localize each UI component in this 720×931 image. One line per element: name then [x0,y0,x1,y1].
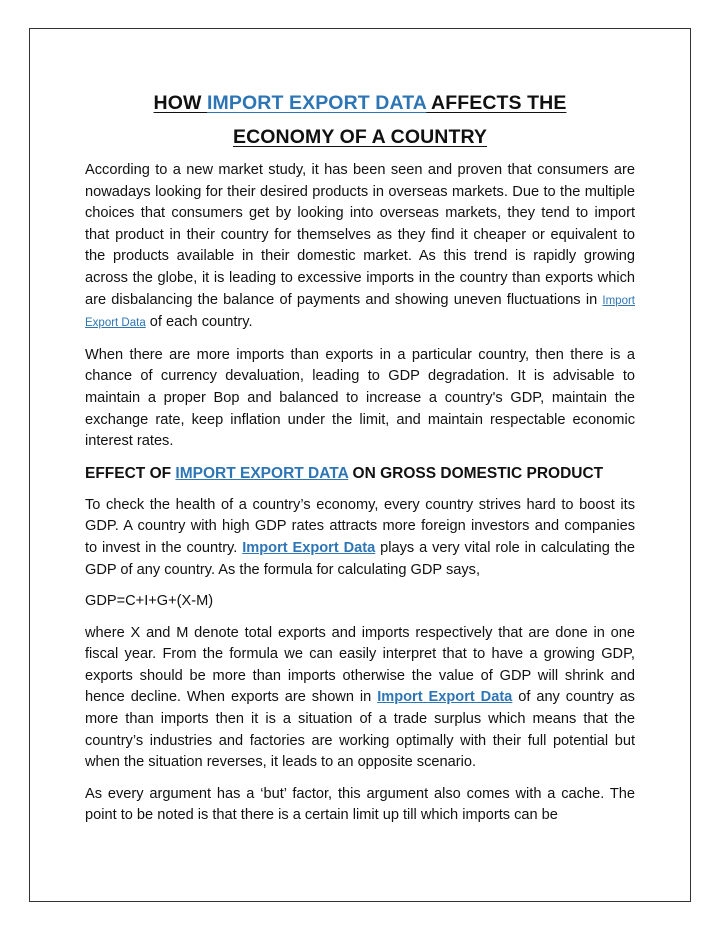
paragraph-4-text: where X and M denote total exports and imports respectively that are done in one fiscal year. From the formula we can easily interpret that to have a growing GDP, exports should be more than imports otherwise the value of GDP will shrink and hence decline. When exports are shown in [85,624,635,706]
title-line2: ECONOMY OF A COUNTRY [232,126,488,148]
paragraph-3-text: To check the health of a country’s economy, every country strives hard to boost its GDP. A country with high GDP rates attracts more foreign investors and companies to invest in the country. [85,496,635,556]
paragraph-2 [85,345,635,453]
title-part2: AFFECTS THE [426,92,567,114]
title-link[interactable]: IMPORT EXPORT DATA [207,92,427,114]
paragraph-4-end: of any country as more than imports then it is a situation of a trade surplus which means that the country’s industries and factories are working optimally with their full potential but when the situation reverses, it leads to an opposite scenario. [85,689,635,771]
heading-link[interactable]: IMPORT EXPORT DATA [175,464,349,482]
page-title [85,86,635,154]
paragraph-1 [85,160,635,335]
heading-part1: EFFECT OF [85,464,176,482]
paragraph-1-text: According to a new market study, it has been seen and proven that consumers are nowadays looking for their desired products in overseas markets. Due to the multiple choices that consumers get by looking into overseas markets, they tend to import that product in their country for themselves as they find it cheaper or equivalent to the products available in their domestic market. As this trend is rapidly growing across the globe, it is leading to excessive imports in the country than exports which are disbalancing the balance of payments and showing uneven fluctuations in [85,162,635,308]
section-heading [85,463,635,485]
paragraph-2-text: When there are more imports than exports in a particular country, then there is a chance of currency devaluation, leading to GDP degradation. It is advisable to maintain a proper Bop and balanced to increase a country's GDP, maintain the exchange rate, keep inflation under the limit, and maintain respectable economic interest rates. [85,346,635,450]
paragraph-5 [85,784,635,827]
import-export-data-link-2[interactable]: Import Export Data [242,539,376,556]
import-export-data-link-1[interactable]: Import Export Data [85,294,635,330]
paragraph-4 [85,623,635,774]
paragraph-5-text: As every argument has a ‘but’ factor, this argument also comes with a cache. The point to be noted is that there is a certain limit up till which imports can be [85,785,635,824]
heading-part2: ON GROSS DOMESTIC PRODUCT [348,464,604,482]
import-export-data-link-3[interactable]: Import Export Data [377,689,513,706]
paragraph-1-end: of each country. [145,314,253,331]
paragraph-3 [85,495,635,581]
gdp-formula: GDP=C+I+G+(X-M) [85,593,214,610]
paragraph-3-end: plays a very vital role in calculating the GDP of any country. As the formula for calculating GDP says, [85,539,635,578]
title-part1: HOW [153,92,208,114]
document-body [85,86,635,837]
